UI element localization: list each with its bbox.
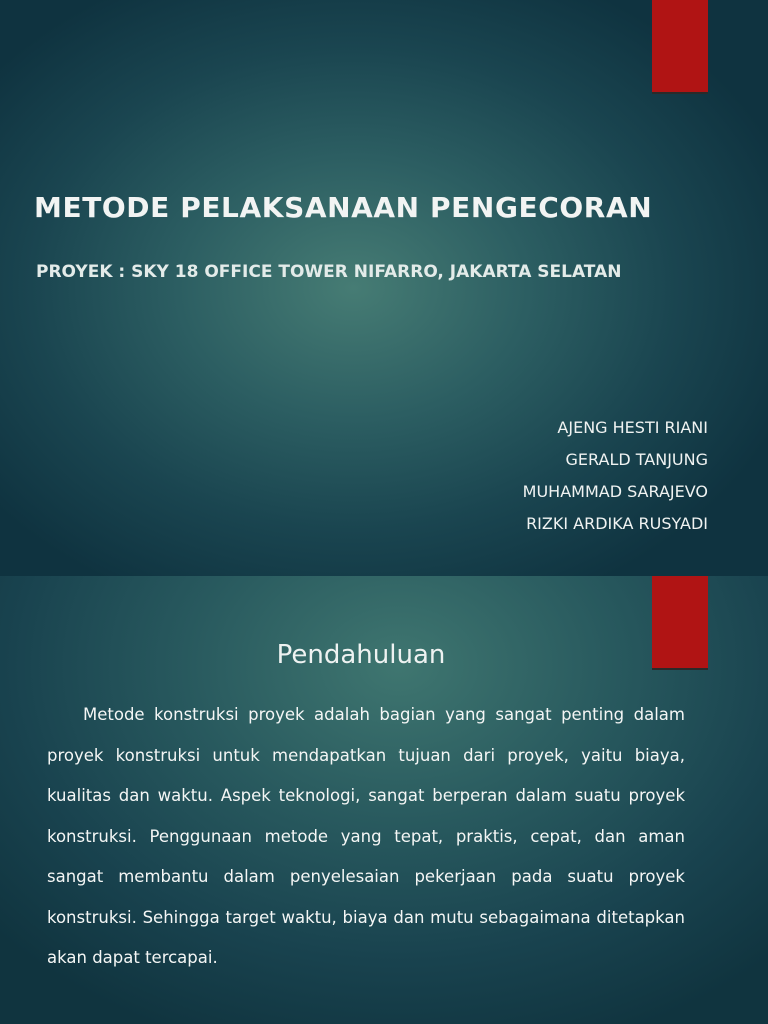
slide-title: METODE PELAKSANAAN PENGECORAN [34,191,653,224]
content-slide [0,576,768,1024]
author-name: GERALD TANJUNG [565,450,708,469]
body-paragraph: Metode konstruksi proyek adalah bagian yang sangat penting dalam proyek konstruksi untuk mendapatkan tujuan dari proyek, yaitu biaya, kualitas dan waktu. Aspek teknologi, sangat berperan dalam suatu proyek konstruksi. Penggunaan metode yang tepat, praktis, cepat, dan aman sangat membantu dalam penyelesaian pekerjaan pada suatu proyek konstruksi. Sehingga target waktu, biaya dan mutu sebagaimana ditetapkan akan dapat tercapai. [47,705,685,967]
author-name: RIZKI ARDIKA RUSYADI [526,514,708,533]
author-list [523,412,708,540]
accent-bar [652,0,708,92]
slide-subtitle: PROYEK : SKY 18 OFFICE TOWER NIFARRO, JAKARTA SELATAN [36,262,622,282]
author-name: MUHAMMAD SARAJEVO [522,482,708,501]
author-name: AJENG HESTI RIANI [557,418,708,437]
section-title: Pendahuluan [276,640,446,670]
